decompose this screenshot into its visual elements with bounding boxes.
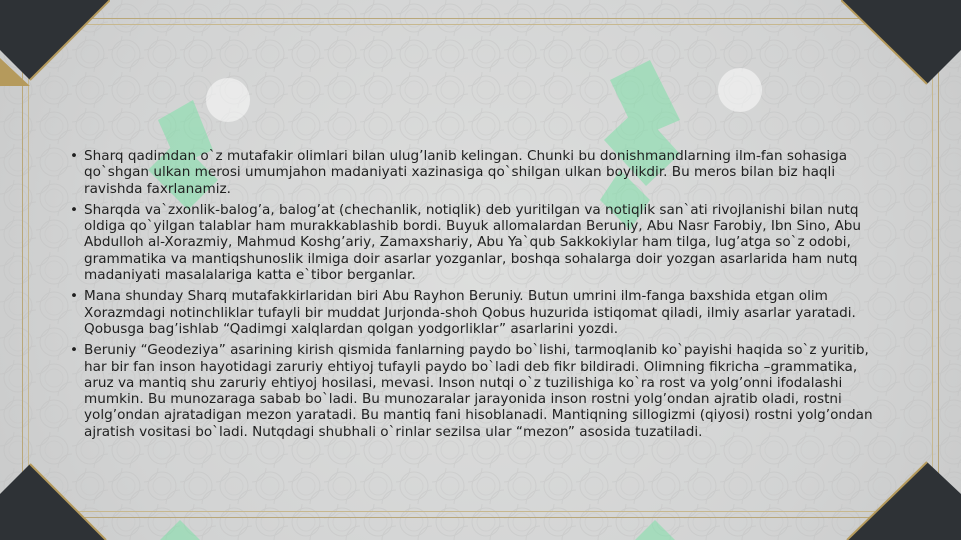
bullet-item	[70, 148, 890, 197]
corner-bottom-left	[0, 460, 110, 540]
watermark-logo-icon	[150, 510, 210, 540]
paragraph-text: Mana shunday Sharq mutafakkirlaridan biri Abu Rayhon Beruniy. Butun umrini ilm-fanga baxshida etgan olim Xorazmdagi notinchliklar tufayli bir muddat Jurjonda-shoh Qobus huzurida istiqomat qiladi, ilmiy asarlar yaratadi. Qobusga bag’ishlab “Qadimgi xalqlardan qolgan yodgorliklar” asarlarini yozdi.	[84, 288, 856, 337]
bullet-icon: •	[70, 342, 79, 359]
slide-body	[70, 148, 890, 445]
corner-top-left	[0, 0, 110, 86]
bullet-item	[70, 342, 890, 440]
bullet-icon: •	[70, 288, 79, 305]
bullet-icon: •	[70, 201, 79, 218]
bullet-icon: •	[70, 148, 79, 164]
corner-bottom-right	[841, 460, 961, 540]
watermark-logo-icon	[625, 510, 685, 540]
corner-top-right	[841, 0, 961, 86]
bullet-item	[70, 288, 890, 337]
paragraph-text: Sharqda va`zxonlik-balog’a, balog’at (chechanlik, notiqlik) deb yuritilgan va notiqlik san`ati rivojlanishi bilan nutq oldiga qo`yilgan talablar ham murakkablashib bordi. Buyuk allomalardan Beruniy, Abu Nasr Farobiy, Ibn Sino, Abu Abdulloh al-Xorazmiy, Mahmud Koshg’ariy, Zamaxshariy, Abu Ya`qub Sakkokiylar ham tilga, lug’atga so`z odobi, grammatika va mantiqshunoslik ilmiga doir asarlar yozganlar, boshqa sohalarga doir yozgan asarlarida ham nutq madaniyati masalalariga katta e`tibor berganlar.	[84, 201, 861, 284]
bullet-list	[70, 148, 890, 440]
bullet-item	[70, 202, 890, 283]
paragraph-text: Sharq qadimdan o`z mutafakir olimlari bilan ulug’lanib kelingan. Chunki bu donishmandlarning ilm-fan sohasiga qo`shgan ulkan merosi umumjahon madaniyati xazinasiga qo`shilgan ulkan boylikdir. Bu meros bilan biz haqli ravishda faxrlanamiz.	[84, 148, 848, 197]
paragraph-text: Beruniy “Geodeziya” asarining kirish qismida fanlarning paydo bo`lishi, tarmoqlanib ko`payishi haqida so`z yuritib, har bir fan inson hayotidagi zaruriy ehtiyoj tufayli paydo bo`ladi deb fikr bildiradi. Olimning fikricha –grammatika, aruz va mantiq shu zaruriy ehtiyoj hosilasi, mevasi. Inson nutqi o`z tuzilishiga ko`ra rost va yolg’onni ifodalashi mumkin. Bu munozaraga sabab bo`ladi. Bu munozaralar jarayonida inson rostni yolg’ondan ajratib oladi, rostni yolg’ondan ajratadigan mezon yaratadi. Bu mantiq fani hisoblanadi. Mantiqning sillogizmi (qiyosi) rostni yolg’ondan ajratish vositasi bo`ladi. Nutqdagi shubhali o`rinlar sezilsa ular “mezon” asosida tuzatiladi.	[84, 342, 873, 440]
